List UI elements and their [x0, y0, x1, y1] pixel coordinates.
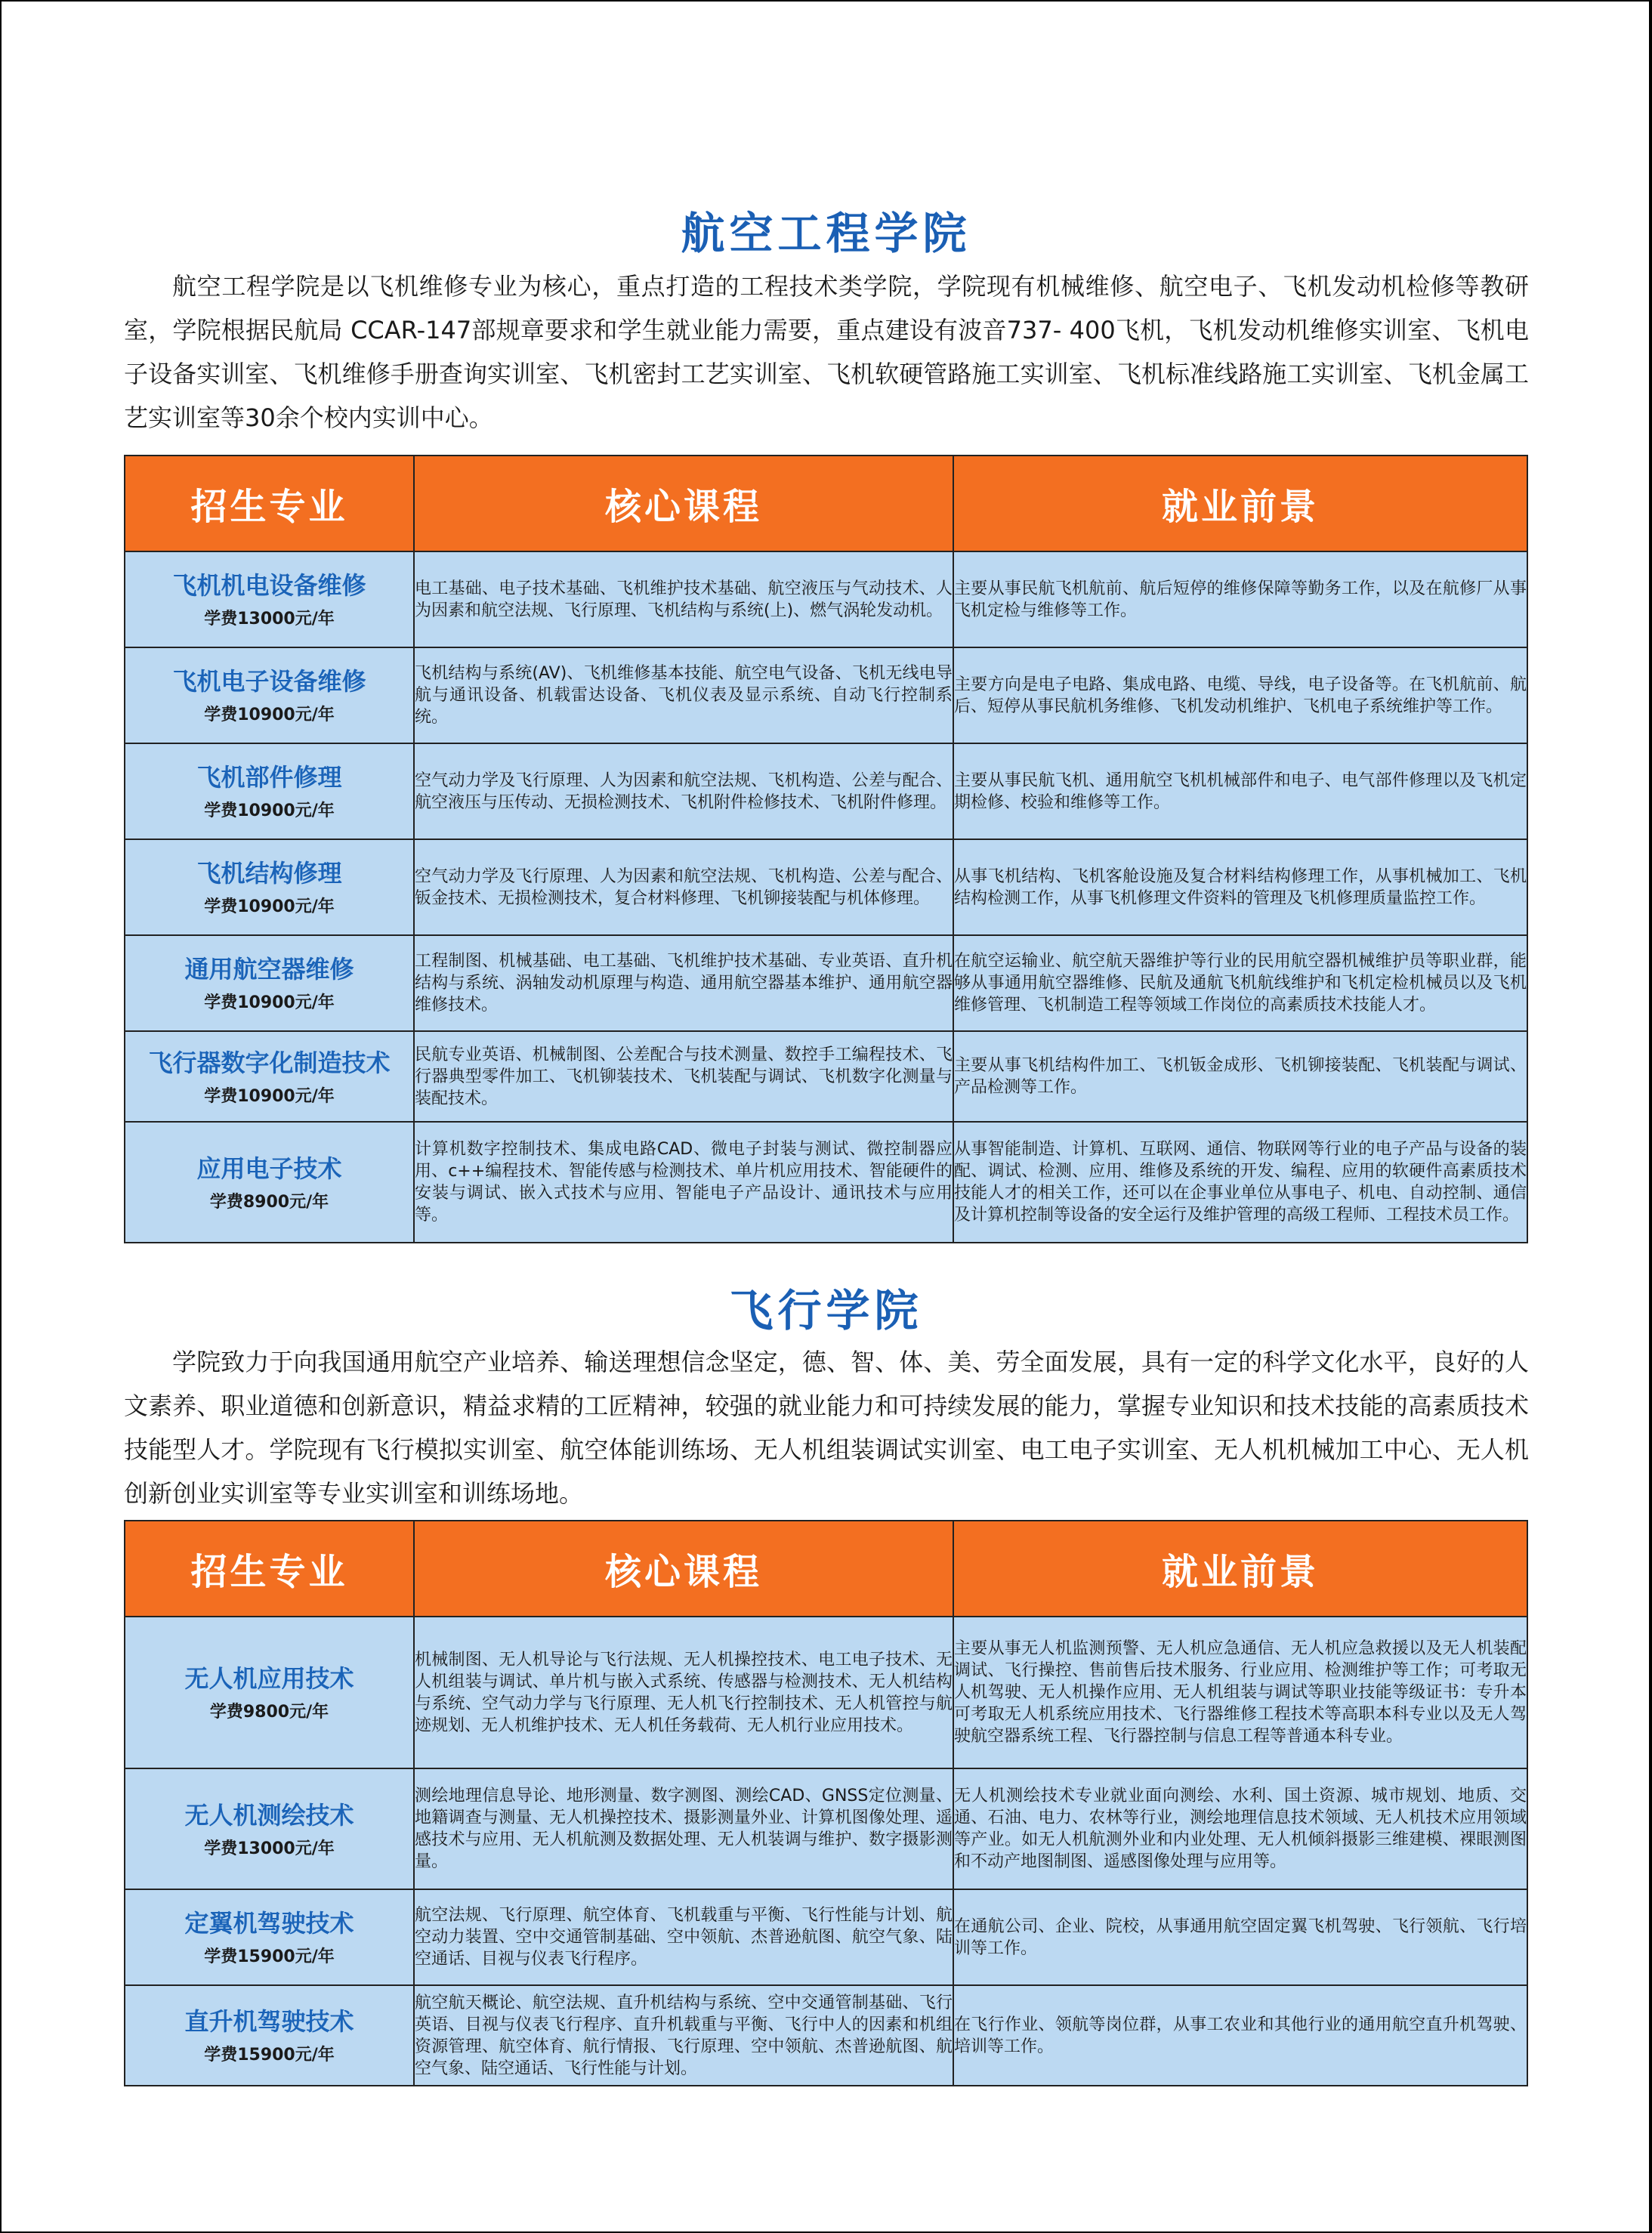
tuition-fee: 学费10900元/年	[204, 1086, 335, 1106]
major-cell	[125, 647, 414, 743]
table-row	[125, 743, 1527, 839]
tuition-fee: 学费10900元/年	[204, 801, 335, 820]
major-name: 飞机结构修理	[196, 859, 342, 888]
major-name: 飞机电子设备维修	[172, 667, 366, 696]
tuition-fee: 学费8900元/年	[209, 1192, 329, 1212]
tuition-fee: 学费13000元/年	[204, 610, 335, 629]
tuition-fee: 学费10900元/年	[204, 897, 335, 916]
major-name: 直升机驾驶技术	[184, 2007, 354, 2036]
courses-cell: 测绘地理信息导论、地形测量、数字测图、测绘CAD、GNSS定位测量、地籍调查与测量、无人机操控技术、摄影测量外业、计算机图像处理、遥感技术与应用、无人机航测及数据处理、无人机装调与维护、数字摄影测量。	[414, 1768, 953, 1889]
header-courses: 核心课程	[414, 456, 953, 551]
career-cell: 在航空运输业、航空航天器维护等行业的民用航空器机械维护员等职业群，能够从事通用航空器维修、民航及通航飞机航线维护和飞机定检机械员以及飞机维修管理、飞机制造工程等领域工作岗位的高素质技术技能人才。	[953, 935, 1527, 1031]
major-cell	[125, 1985, 414, 2086]
table-row	[125, 935, 1527, 1031]
major-name: 飞行器数字化制造技术	[148, 1048, 391, 1077]
major-name: 通用航空器维修	[184, 955, 354, 984]
tuition-fee: 学费15900元/年	[204, 2046, 335, 2065]
tuition-fee: 学费9800元/年	[209, 1703, 329, 1722]
major-cell	[125, 1031, 414, 1122]
flight-intro: 学院致力于向我国通用航空产业培养、输送理想信念坚定，德、智、体、美、劳全面发展，具有一定的科学文化水平，良好的人文素养、职业道德和创新意识，精益求精的工匠精神，较强的就业能力和可持续发展的能力，掌握专业知识和技术技能的高素质技术技能型人才。学院现有飞行模拟实训室、航空体能训练场、无人机组装调试实训室、电工电子实训室、无人机机械加工中心、无人机创新创业实训室等专业实训室和训练场地。	[124, 1348, 1529, 1508]
engineering-intro: 航空工程学院是以飞机维修专业为核心，重点打造的工程技术类学院，学院现有机械维修、航空电子、飞机发动机检修等教研室，学院根据民航局 CCAR-147部规章要求和学生就业能力需要，重点建设有波音737- 400飞机，飞机发动机维修实训室、飞机电子设备实训室、飞机维修手册查询实训室、飞机密封工艺实训室、飞机软硬管路施工实训室、飞机标准线路施工实训室、飞机金属工艺实训室等30余个校内实训中心。	[124, 272, 1529, 432]
major-name: 飞机部件修理	[196, 763, 342, 792]
header-career: 就业前景	[953, 456, 1527, 551]
courses-cell: 民航专业英语、机械制图、公差配合与技术测量、数控手工编程技术、飞行器典型零件加工、飞机铆装技术、飞机装配与调试、飞机数字化测量与装配技术。	[414, 1031, 953, 1122]
header-courses: 核心课程	[414, 1521, 953, 1617]
flight-title: 飞行学院	[729, 1285, 923, 1336]
courses-cell: 电工基础、电子技术基础、飞机维护技术基础、航空液压与气动技术、人为因素和航空法规、飞行原理、飞机结构与系统(上)、燃气涡轮发动机。	[414, 551, 953, 647]
courses-cell: 机械制图、无人机导论与飞行法规、无人机操控技术、电工电子技术、无人机组装与调试、单片机与嵌入式系统、传感器与检测技术、无人机结构与系统、空气动力学与飞行原理、无人机飞行控制技术、无人机管控与航迹规划、无人机维护技术、无人机任务载荷、无人机行业应用技术。	[414, 1617, 953, 1768]
career-cell: 主要方向是电子电路、集成电路、电缆、导线，电子设备等。在飞机航前、航后、短停从事民航机务维修、飞机发动机维护、飞机电子系统维护等工作。	[953, 647, 1527, 743]
career-cell: 从事智能制造、计算机、互联网、通信、物联网等行业的电子产品与设备的装配、调试、检测、应用、维修及系统的开发、编程、应用的软硬件高素质技术技能人才的相关工作，还可以在企事业单位从事电子、机电、自动控制、通信及计算机控制等设备的安全运行及维护管理的高级工程师、工程技术员工作。	[953, 1122, 1527, 1243]
career-cell: 主要从事民航飞机航前、航后短停的维修保障等勤务工作，以及在航修厂从事飞机定检与维修等工作。	[953, 551, 1527, 647]
tuition-fee: 学费13000元/年	[204, 1839, 335, 1858]
major-cell	[125, 1889, 414, 1985]
engineering-title: 航空工程学院	[681, 208, 971, 259]
courses-cell: 航空航天概论、航空法规、直升机结构与系统、空中交通管制基础、飞行英语、目视与仪表飞行程序、直升机载重与平衡、飞行中人的因素和机组资源管理、航空体育、航行情报、飞行原理、空中领航、杰普逊航图、航空气象、陆空通话、飞行性能与计划。	[414, 1985, 953, 2086]
courses-cell: 飞机结构与系统(AV)、飞机维修基本技能、航空电气设备、飞机无线电导航与通讯设备、机载雷达设备、飞机仪表及显示系统、自动飞行控制系统。	[414, 647, 953, 743]
career-cell: 从事飞机结构、飞机客舱设施及复合材料结构修理工作，从事机械加工、飞机结构检测工作，从事飞机修理文件资料的管理及飞机修理质量监控工作。	[953, 839, 1527, 935]
courses-cell: 航空法规、飞行原理、航空体育、飞机载重与平衡、飞行性能与计划、航空动力装置、空中交通管制基础、空中领航、杰普逊航图、航空气象、陆空通话、目视与仪表飞行程序。	[414, 1889, 953, 1985]
career-cell: 在飞行作业、领航等岗位群，从事工农业和其他行业的通用航空直升机驾驶、培训等工作。	[953, 1985, 1527, 2086]
major-cell	[125, 551, 414, 647]
table-row	[125, 1985, 1527, 2086]
career-cell: 在通航公司、企业、院校，从事通用航空固定翼飞机驾驶、飞行领航、飞行培训等工作。	[953, 1889, 1527, 1985]
table-row	[125, 839, 1527, 935]
major-name: 应用电子技术	[196, 1154, 342, 1183]
courses-cell: 空气动力学及飞行原理、人为因素和航空法规、飞机构造、公差与配合、钣金技术、无损检测技术，复合材料修理、飞机铆接装配与机体修理。	[414, 839, 953, 935]
courses-cell: 计算机数字控制技术、集成电路CAD、微电子封装与测试、微控制器应用、c++编程技术、智能传感与检测技术、单片机应用技术、智能硬件的安装与调试、嵌入式技术与应用、智能电子产品设计、通讯技术与应用等。	[414, 1122, 953, 1243]
career-cell: 主要从事飞机结构件加工、飞机钣金成形、飞机铆接装配、飞机装配与调试、产品检测等工作。	[953, 1031, 1527, 1122]
courses-cell: 空气动力学及飞行原理、人为因素和航空法规、飞机构造、公差与配合、航空液压与压传动、无损检测技术、飞机附件检修技术、飞机附件修理。	[414, 743, 953, 839]
flight-table	[124, 1520, 1528, 2086]
major-cell	[125, 1768, 414, 1889]
major-name: 定翼机驾驶技术	[184, 1909, 354, 1938]
table-row	[125, 1617, 1527, 1768]
major-cell	[125, 743, 414, 839]
major-cell	[125, 1617, 414, 1768]
table-row	[125, 647, 1527, 743]
major-cell	[125, 839, 414, 935]
header-major: 招生专业	[125, 456, 414, 551]
flight-table-header	[125, 1521, 1527, 1617]
table-row	[125, 1031, 1527, 1122]
tuition-fee: 学费10900元/年	[204, 993, 335, 1012]
table-row	[125, 1889, 1527, 1985]
courses-cell: 工程制图、机械基础、电工基础、飞机维护技术基础、专业英语、直升机结构与系统、涡轴发动机原理与构造、通用航空器基本维护、通用航空器维修技术。	[414, 935, 953, 1031]
tuition-fee: 学费15900元/年	[204, 1947, 335, 1966]
header-major: 招生专业	[125, 1521, 414, 1617]
major-cell	[125, 1122, 414, 1243]
major-name: 无人机测绘技术	[184, 1800, 354, 1830]
career-cell: 无人机测绘技术专业就业面向测绘、水利、国土资源、城市规划、地质、交通、石油、电力、农林等行业，测绘地理信息技术领域、无人机技术应用领域等产业。如无人机航测外业和内业处理、无人机倾斜摄影三维建模、裸眼测图和不动产地图制图、遥感图像处理与应用等。	[953, 1768, 1527, 1889]
career-cell: 主要从事民航飞机、通用航空飞机机械部件和电子、电气部件修理以及飞机定期检修、校验和维修等工作。	[953, 743, 1527, 839]
tuition-fee: 学费10900元/年	[204, 706, 335, 724]
major-name: 无人机应用技术	[184, 1664, 354, 1693]
table-row	[125, 551, 1527, 647]
major-name: 飞机机电设备维修	[172, 571, 366, 600]
career-cell: 主要从事无人机监测预警、无人机应急通信、无人机应急救援以及无人机装配调试、飞行操控、售前售后技术服务、行业应用、检测维护等工作；可考取无人机驾驶、无人机操作应用、无人机组装与调试等职业技能等级证书：专升本可考取无人机系统应用技术、飞行器维修工程技术等高职本科专业以及无人驾驶航空器系统工程、飞行器控制与信息工程等普通本科专业。	[953, 1617, 1527, 1768]
table-row	[125, 1122, 1527, 1243]
header-career: 就业前景	[953, 1521, 1527, 1617]
engineering-table	[124, 455, 1528, 1243]
table-row	[125, 1768, 1527, 1889]
major-cell	[125, 935, 414, 1031]
engineering-table-header	[125, 456, 1527, 551]
